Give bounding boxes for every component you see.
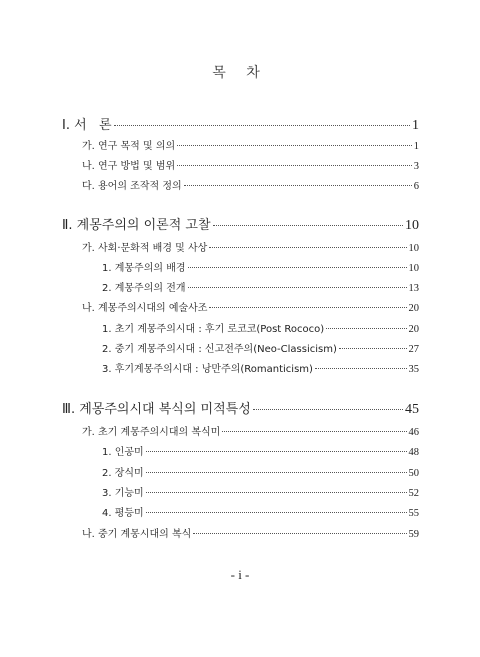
toc-entry-label: 나. 계몽주의시대의 예술사조 [82,303,208,314]
toc-subsection [102,259,419,274]
page-title: 목 차 [212,65,268,81]
dot-leader [339,348,407,349]
toc-subsection [102,464,419,479]
toc-entry-label: 가. 사회·문화적 배경 및 사상 [82,243,208,254]
toc-entry-label: Ⅲ. 계몽주의시대 복식의 미적특성 [62,402,251,417]
toc-entry-label: 다. 용어의 조작적 정의 [82,181,182,192]
dot-leader [315,368,407,369]
toc-entry-label: 1. 계몽주의의 배경 [102,263,186,274]
toc-page-number: 1 [412,118,419,133]
dot-leader [213,225,403,226]
dot-leader [326,328,406,329]
toc-page-number: 3 [413,161,419,172]
dot-leader [209,307,406,308]
toc-subsection [102,340,419,355]
toc-chapter-1 [62,114,419,134]
dot-leader [193,533,406,534]
toc-entry-label: 2. 계몽주의의 전개 [102,283,186,294]
toc-entry-label: 가. 초기 계몽주의시대의 복식미 [82,427,221,438]
toc-page-number: 46 [408,427,419,438]
toc-entry-label: Ⅱ. 계몽주의의 이론적 고찰 [62,218,211,233]
toc-entry-label: 1. 인공미 [102,447,144,458]
toc-subsection [102,360,419,375]
toc-subsection [102,320,419,335]
toc-section [82,137,419,152]
dot-leader [146,451,407,452]
toc-page-number: 35 [408,364,419,375]
toc-entry-label: 나. 연구 방법 및 범위 [82,161,176,172]
toc-entry-label: 2. 중기 계몽주의시대 : 신고전주의(Neo-Classicism) [102,344,337,355]
dot-leader [177,165,412,166]
toc-page-number: 13 [408,283,419,294]
toc-page-number: 6 [413,181,419,192]
toc-page-number: 10 [408,263,419,274]
dot-leader [177,145,412,146]
dot-leader [222,431,406,432]
toc-entry-label: 나. 중기 계몽시대의 복식 [82,529,192,540]
toc-chapter-2 [62,214,419,234]
toc-subsection [102,443,419,458]
toc-entry-label: 2. 장식미 [102,468,144,479]
toc-entry-label: 4. 평등미 [102,508,144,519]
toc-page-number: 20 [408,324,419,335]
page-footer-number: - i - [230,567,250,582]
toc-section [82,525,419,540]
dot-leader [146,512,407,513]
dot-leader [146,492,407,493]
dot-leader [114,125,410,126]
toc-chapter-3 [62,398,419,418]
dot-leader [184,185,412,186]
dot-leader [253,409,403,410]
toc-subsection [102,504,419,519]
toc-page-number: 10 [408,243,419,254]
toc-entry-label: Ⅰ. 서 론 [62,118,112,133]
toc-page-number: 50 [408,468,419,479]
toc-page-number: 52 [408,488,419,499]
toc-section [82,299,419,314]
toc-section [82,239,419,254]
toc-entry-label: 3. 기능미 [102,488,144,499]
dot-leader [188,287,407,288]
toc-page-number: 27 [408,344,419,355]
toc-section [82,423,419,438]
toc-page-number: 48 [408,447,419,458]
dot-leader [146,472,407,473]
toc-entry-label: 가. 연구 목적 및 의의 [82,141,176,152]
toc-entry-label: 1. 초기 계몽주의시대 : 후기 로코코(Post Rococo) [102,324,325,335]
toc-subsection [102,484,419,499]
toc-page-number: 1 [413,141,419,152]
toc-page-number: 59 [408,529,419,540]
toc-section [82,157,419,172]
toc-entry-label: 3. 후기계몽주의시대 : 낭만주의(Romanticism) [102,364,313,375]
toc-section [82,177,419,192]
dot-leader [209,247,406,248]
toc-page-number: 20 [408,303,419,314]
dot-leader [188,267,407,268]
toc-page-number: 45 [405,402,419,417]
toc-page-number: 55 [408,508,419,519]
toc-page-number: 10 [405,218,419,233]
toc-subsection [102,279,419,294]
